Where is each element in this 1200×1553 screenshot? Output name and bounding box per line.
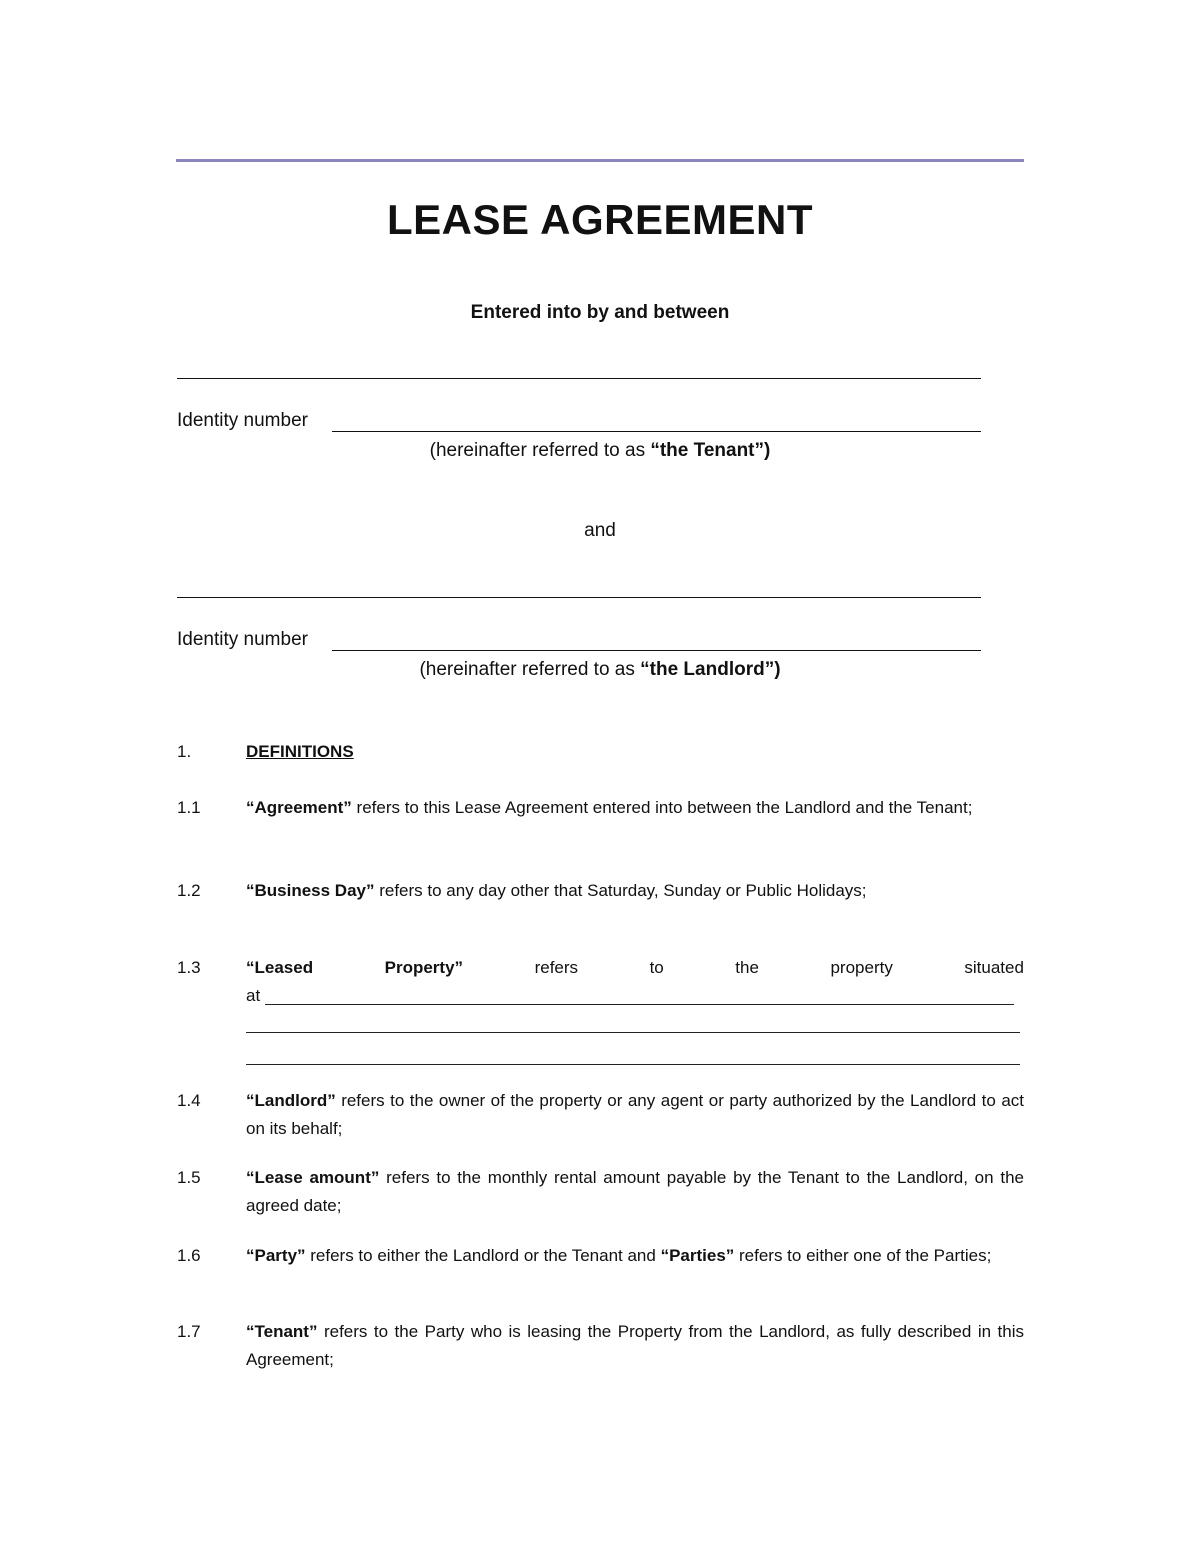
landlord-name-field[interactable] [177, 597, 981, 598]
definition-term-part: “Leased [246, 958, 314, 977]
definition-number: 1.6 [177, 1246, 201, 1265]
section-title: DEFINITIONS [246, 742, 354, 761]
definition-term: “Landlord” [246, 1091, 336, 1110]
address-field-3[interactable] [246, 1064, 1020, 1065]
address-field-2[interactable] [246, 1032, 1020, 1033]
definition-text: refers to the monthly rental amount payable by the Tenant to the Landlord, on the agreed date; [246, 1168, 1024, 1215]
definition-text: refers to this Lease Agreement entered into between the Landlord and the Tenant; [351, 798, 973, 817]
definition-text: refers to either the Landlord or the Tenant and [305, 1246, 661, 1265]
definition-text: refers to the Party who is leasing the Property from the Landlord, as fully described in this Agreement; [246, 1322, 1024, 1369]
definition-term: “Lease amount” [246, 1168, 380, 1187]
definition-term: “Tenant” [246, 1322, 318, 1341]
landlord-referral [0, 659, 1200, 681]
and-separator: and [584, 520, 616, 541]
definition-number: 1.1 [177, 798, 201, 817]
definition-first-line [246, 954, 1024, 982]
definition-number: 1.5 [177, 1168, 201, 1187]
tenant-referral-prefix: (hereinafter referred to as [429, 440, 651, 461]
definition-body [246, 1087, 1024, 1143]
definition-text: refers to any day other that Saturday, Sunday or Public Holidays; [374, 881, 867, 900]
address-field-1[interactable] [265, 1004, 1014, 1005]
document-subtitle: Entered into by and between [470, 302, 730, 323]
definition-term-secondary: “Parties” [660, 1246, 735, 1265]
definition-number: 1.3 [177, 958, 201, 977]
landlord-identity-row [177, 629, 981, 655]
definition-word: situated [964, 958, 1024, 977]
definition-word: refers [534, 958, 579, 977]
definition-number: 1.4 [177, 1091, 201, 1110]
definition-word: the [735, 958, 759, 977]
definition-body [246, 1242, 1024, 1270]
definition-term: “Business Day” [246, 881, 375, 900]
section-number: 1. [177, 742, 192, 761]
definition-word: to [649, 958, 664, 977]
definition-term-part: Property” [384, 958, 464, 977]
definition-term: “Agreement” [246, 798, 352, 817]
tenant-identity-field[interactable] [332, 431, 981, 432]
tenant-identity-row [177, 410, 981, 436]
header-rule [176, 159, 1024, 162]
landlord-referral-term: “the Landlord”) [640, 659, 781, 680]
definition-body [246, 877, 1024, 905]
address-line-3 [246, 1042, 1024, 1074]
tenant-referral [0, 440, 1200, 462]
document-title: LEASE AGREEMENT [387, 196, 813, 243]
tenant-name-field[interactable] [177, 378, 981, 379]
definition-word: property [830, 958, 893, 977]
landlord-identity-field[interactable] [332, 650, 981, 651]
address-line-1 [246, 982, 1024, 1010]
landlord-identity-label: Identity number [177, 629, 308, 650]
definition-body [246, 794, 1024, 822]
definition-term: “Party” [246, 1246, 306, 1265]
definition-body [246, 1164, 1024, 1220]
definition-number: 1.2 [177, 881, 201, 900]
definition-body [246, 954, 1024, 1074]
tenant-referral-term: “the Tenant”) [650, 440, 771, 461]
landlord-referral-prefix: (hereinafter referred to as [419, 659, 641, 680]
definition-body [246, 1318, 1024, 1374]
address-at-label: at [246, 986, 261, 1005]
definition-text: refers to the owner of the property or any agent or party authorized by the Landlord to act on its behalf; [246, 1091, 1024, 1138]
address-line-2 [246, 1010, 1024, 1042]
tenant-identity-label: Identity number [177, 410, 308, 431]
definition-text-secondary: refers to either one of the Parties; [734, 1246, 992, 1265]
definition-number: 1.7 [177, 1322, 201, 1341]
